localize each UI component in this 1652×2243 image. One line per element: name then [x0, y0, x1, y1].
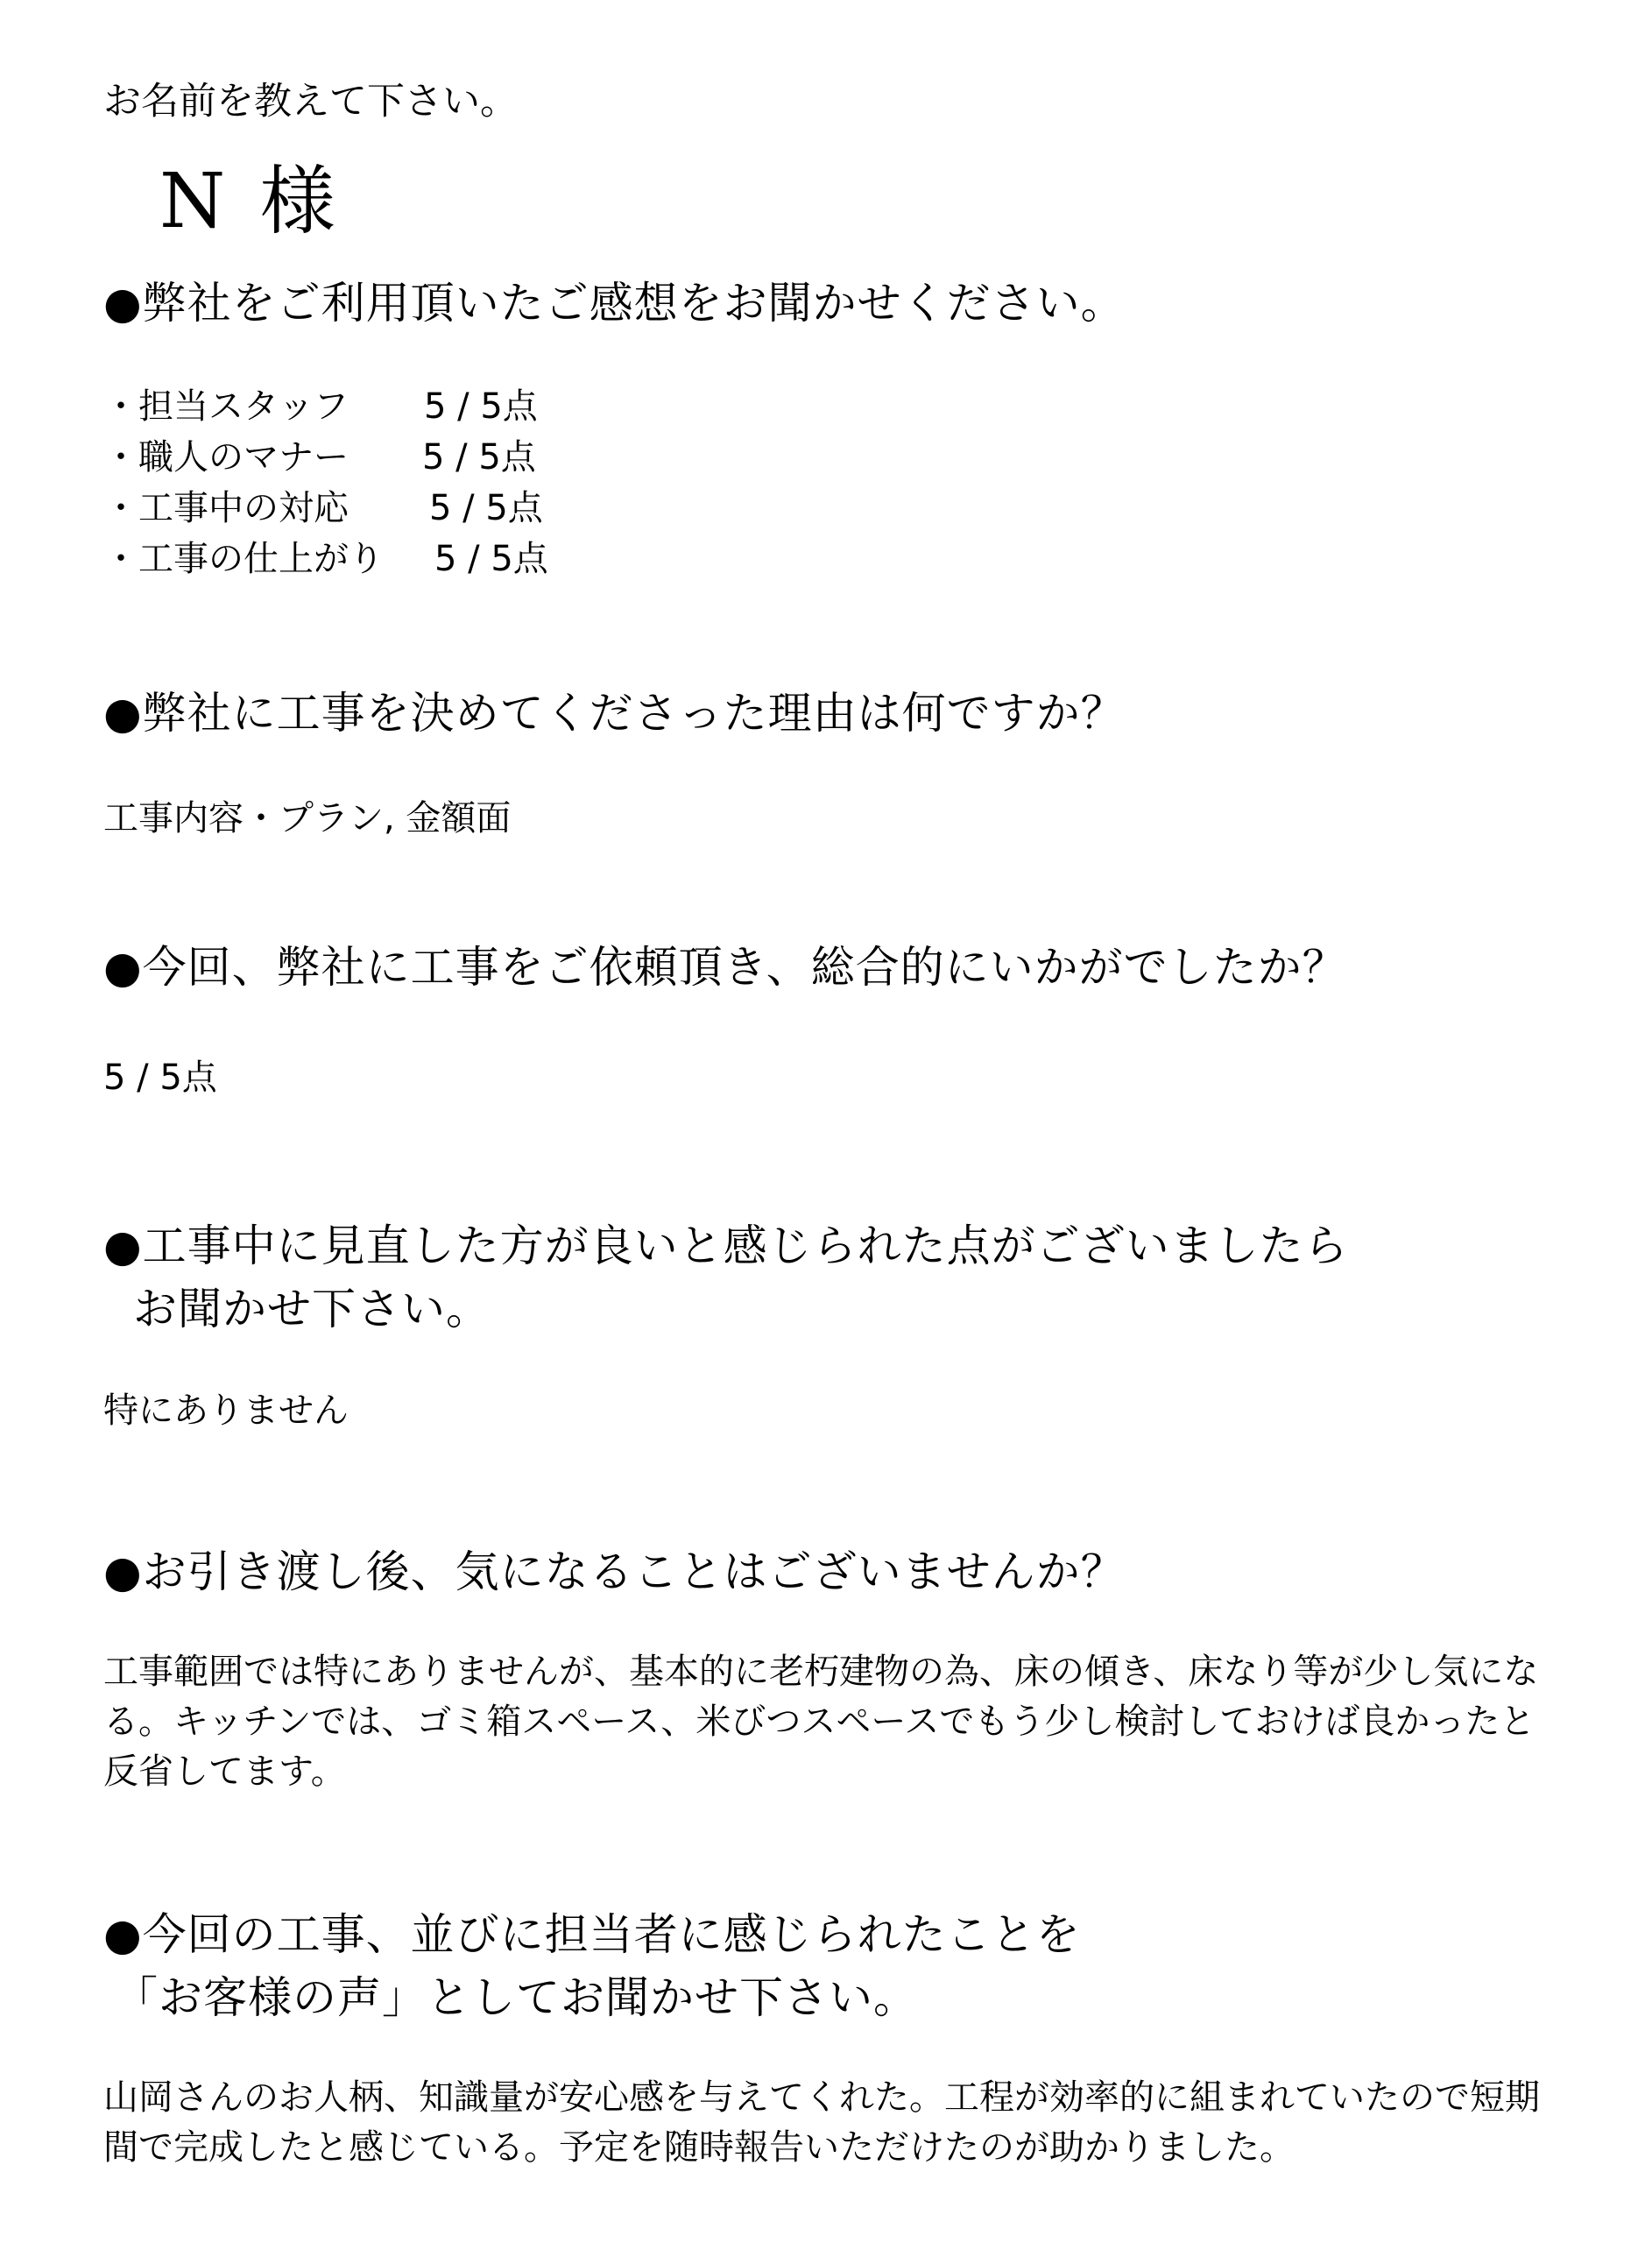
q2-title: ●弊社に工事を決めてくださった理由は何ですか？: [103, 688, 1126, 739]
rating-label: ・職人のマナー: [103, 437, 349, 478]
rating-row: [103, 480, 543, 530]
rating-row: [103, 429, 536, 479]
q6-answer: 山岡さんのお人柄、知識量が安心感を与えてくれた。工程が効率的に組まれていたので短期間で完成したと感じている。予定を随時報告いただけたのが助かりました。: [103, 2077, 1540, 2168]
rating-label: ・工事の仕上がり: [103, 539, 384, 579]
q4-answer: 特にありません: [103, 1390, 349, 1431]
q2-answer: 工事内容・プラン, 金額面: [103, 798, 512, 838]
customer-name: N 様: [159, 158, 341, 245]
rating-label: ・工事中の対応: [103, 488, 349, 528]
q6-title: [103, 1900, 1081, 2026]
rating-score: 5 / 5点: [429, 488, 543, 528]
name-prompt: お名前を教えて下さい。: [103, 80, 518, 124]
q3-title: ●今回、弊社に工事をご依頼頂き、総合的にいかがでしたか？: [103, 942, 1347, 993]
rating-score: 5 / 5点: [422, 437, 536, 478]
q4-title: [103, 1211, 1349, 1337]
rating-row: [103, 531, 548, 581]
rating-score: 5 / 5点: [424, 386, 538, 427]
q5-title: ●お引き渡し後、気になることはございませんか？: [103, 1546, 1126, 1597]
rating-row: [103, 379, 538, 428]
q4-title-line2: お聞かせ下さい。: [133, 1284, 491, 1334]
q6-title-line2: 「お客様の声」としてお聞かせ下さい。: [114, 1972, 918, 2023]
q6-title-line1: ●今回の工事、並びに担当者に感じられたことを: [103, 1909, 1081, 1960]
q4-title-line1: ●工事中に見直した方が良いと感じられた点がございましたら: [103, 1221, 1349, 1271]
rating-score: 5 / 5点: [434, 539, 548, 579]
q5-answer: 工事範囲では特にありませんが、基本的に老朽建物の為、床の傾き、床なり等が少し気になる。キッチンでは、ゴミ箱スペース、米びつスペースでもう少し検討しておけば良かったと反省してます。: [103, 1652, 1539, 1792]
q3-answer: 5 / 5点: [103, 1058, 217, 1098]
rating-label: ・担当スタッフ: [103, 386, 349, 427]
q1-title: ●弊社をご利用頂いたご感想をお聞かせください。: [103, 278, 1126, 329]
